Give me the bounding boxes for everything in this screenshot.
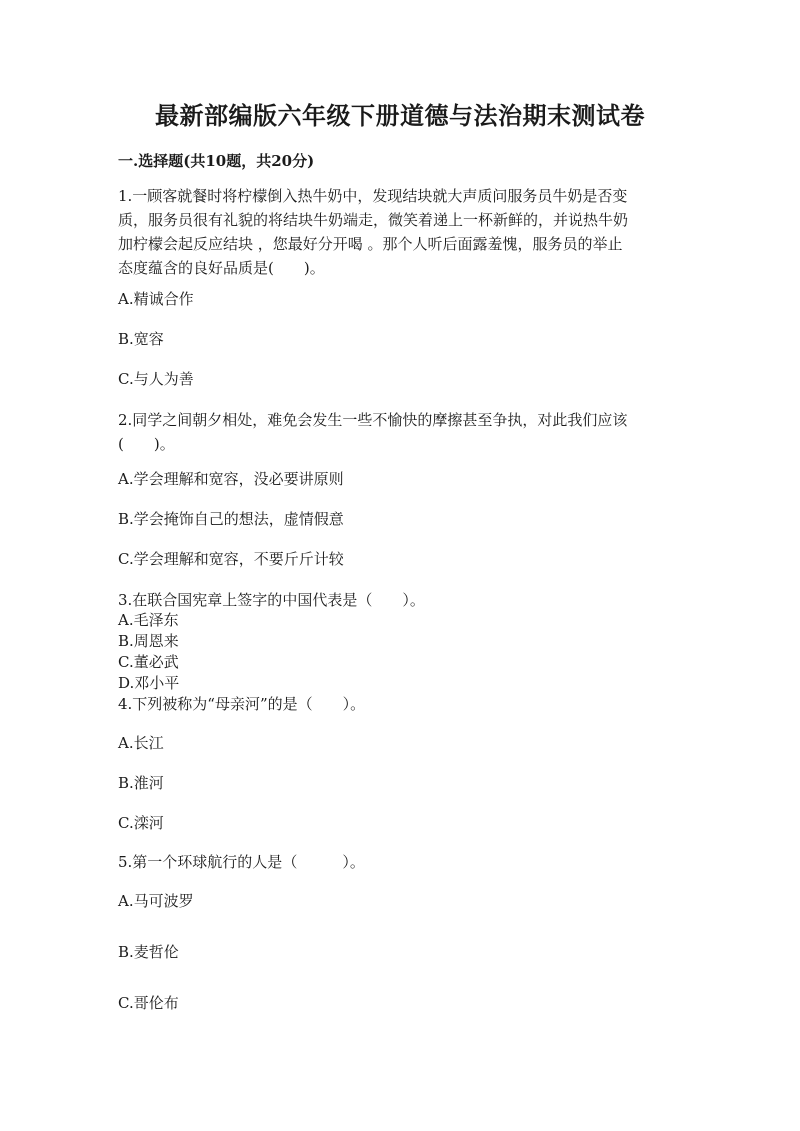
option-b[interactable]: B.麦哲伦 [118, 943, 179, 961]
question-line: 质，服务员很有礼貌的将结块牛奶端走，微笑着递上一杯新鲜的，并说热牛奶 [118, 211, 629, 229]
page-title: 最新部编版六年级下册道德与法治期末测试卷 [155, 101, 645, 130]
option-b[interactable]: B.淮河 [118, 774, 164, 792]
option-c[interactable]: C.滦河 [118, 814, 164, 832]
question-2 [118, 408, 678, 456]
section-heading: 一.选择题(共10题，共20分) [118, 152, 315, 170]
question-line: 2.同学之间朝夕相处，难免会发生一些不愉快的摩擦甚至争执，对此我们应该 [118, 411, 628, 429]
option-b[interactable]: B.宽容 [118, 330, 164, 348]
question-5 [118, 850, 678, 874]
option-b[interactable]: B.周恩来 [118, 632, 179, 650]
question-line: ( )。 [118, 435, 175, 453]
option-c[interactable]: C.学会理解和宽容，不要斤斤计较 [118, 550, 344, 568]
question-line: 1.一顾客就餐时将柠檬倒入热牛奶中，发现结块就大声质问服务员牛奶是否变 [118, 187, 628, 205]
question-line: 5.第一个环球航行的人是（ ）。 [118, 853, 365, 871]
question-4 [118, 692, 678, 716]
option-c[interactable]: C.哥伦布 [118, 994, 179, 1012]
option-a[interactable]: A.精诚合作 [118, 290, 194, 308]
question-1 [118, 184, 678, 280]
option-a[interactable]: A.学会理解和宽容，没必要讲原则 [118, 470, 344, 488]
question-line: 态度蕴含的良好品质是( )。 [118, 259, 325, 277]
option-b[interactable]: B.学会掩饰自己的想法，虚情假意 [118, 510, 344, 528]
option-c[interactable]: C.与人为善 [118, 370, 194, 388]
question-line: 3.在联合国宪章上签字的中国代表是（ ）。 [118, 591, 425, 609]
question-line: 4.下列被称为“母亲河”的是（ ）。 [118, 695, 366, 713]
option-c[interactable]: C.董必武 [118, 653, 179, 671]
option-a[interactable]: A.长江 [118, 734, 164, 752]
option-a[interactable]: A.马可波罗 [118, 892, 194, 910]
option-d[interactable]: D.邓小平 [118, 674, 180, 692]
question-3 [118, 588, 678, 612]
question-line: 加柠檬会起反应结块 ，您最好分开喝 。那个人听后面露羞愧，服务员的举止 [118, 235, 623, 253]
option-a[interactable]: A.毛泽东 [118, 611, 179, 629]
